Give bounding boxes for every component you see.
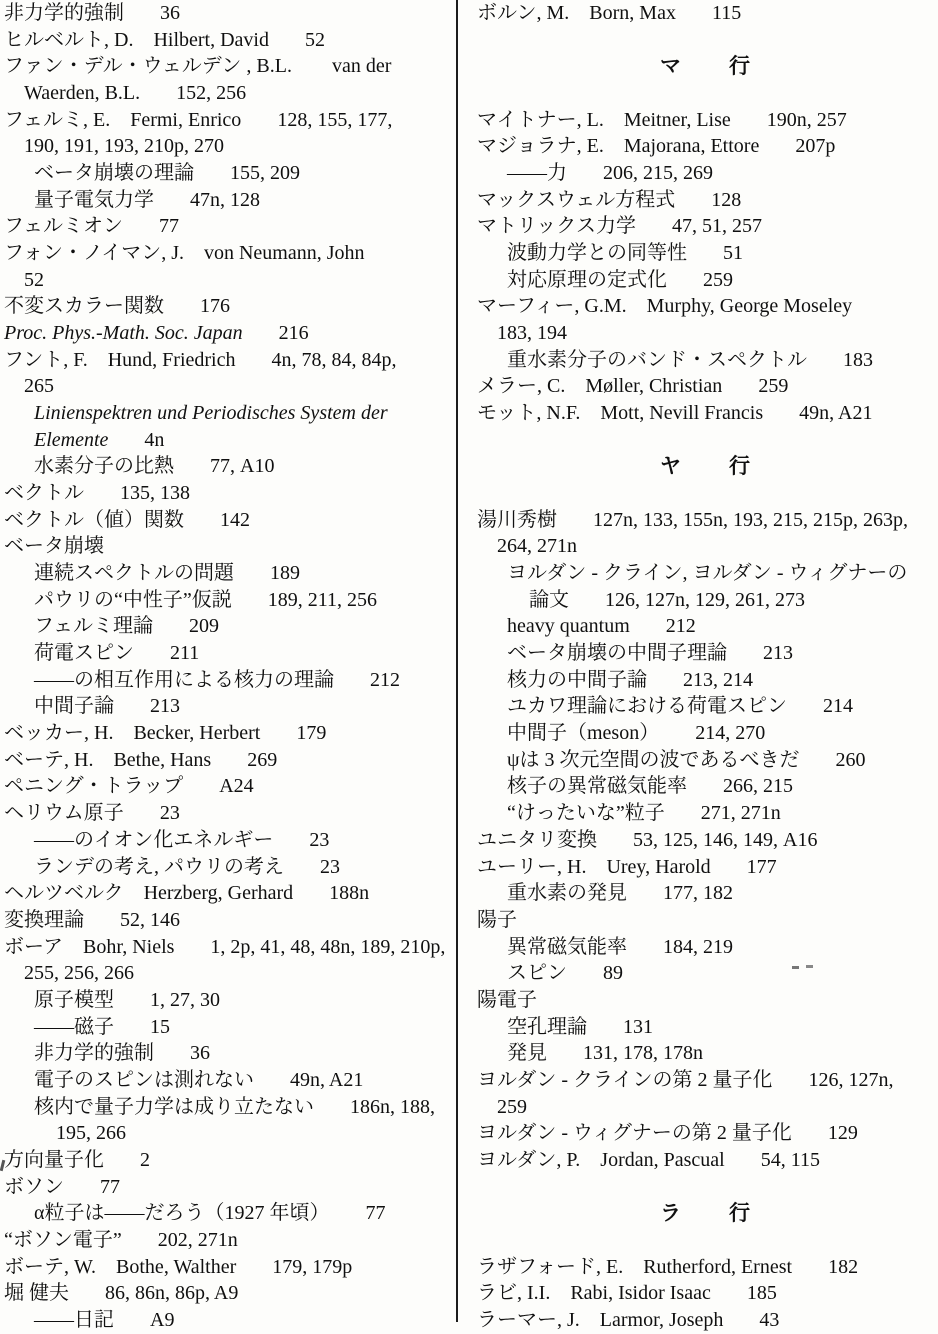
entry-pages: 190n, 257 xyxy=(766,108,847,131)
index-entry-line xyxy=(4,320,454,347)
entry-text: ユーリー, H. Urey, Harold xyxy=(477,855,711,878)
index-entry-line xyxy=(4,27,454,54)
entry-text: ——磁子 xyxy=(34,1015,114,1038)
index-entry-line xyxy=(4,1094,454,1121)
entry-text: ヘルツベルク Herzberg, Gerhard xyxy=(4,882,294,905)
index-entry-line xyxy=(4,0,454,27)
index-entry-line xyxy=(4,987,454,1014)
entry-text: 堀 健夫 xyxy=(4,1282,69,1305)
index-entry-line xyxy=(4,1280,454,1307)
entry-pages: 126, 127n, xyxy=(808,1068,894,1091)
index-entry-line xyxy=(4,507,454,534)
entry-text: 変換理論 xyxy=(4,908,84,931)
entry-text: 波動力学との同等性 xyxy=(507,242,687,265)
entry-text: 265 xyxy=(24,375,54,398)
index-entry-line xyxy=(4,1254,454,1281)
index-entry-line xyxy=(4,1014,454,1041)
index-entry-line xyxy=(477,1094,935,1121)
index-entry-line xyxy=(477,320,935,347)
entry-text: メラー, C. Møller, Christian xyxy=(477,375,723,398)
index-entry-line xyxy=(477,213,935,240)
index-entry-line xyxy=(477,640,935,667)
entry-pages: 49n, A21 xyxy=(799,402,873,425)
entry-text: 255, 256, 266 xyxy=(24,962,134,985)
entry-pages: 128 xyxy=(711,188,742,211)
entry-pages: A24 xyxy=(219,775,254,798)
entry-text: フェルミ理論 xyxy=(34,615,153,638)
entry-text: 核内で量子力学は成り立たない xyxy=(34,1095,314,1118)
entry-text: α粒子は——だろう（1927 年頃） xyxy=(34,1202,330,1225)
section-heading: マ 行 xyxy=(660,54,752,79)
entry-text: ψは 3 次元空間の波であるべきだ xyxy=(507,748,800,771)
entry-pages: 213 xyxy=(763,642,793,665)
entry-text: 量子電気力学 xyxy=(34,188,154,211)
index-entry-line xyxy=(4,934,454,961)
entry-text: Linienspektren und Periodisches System der xyxy=(34,402,388,425)
entry-pages: 51 xyxy=(723,242,743,265)
entry-pages: 2 xyxy=(140,1148,150,1171)
entry-pages: 23 xyxy=(309,828,330,851)
entry-text: 259 xyxy=(497,1095,527,1118)
index-entry-line xyxy=(477,667,935,694)
entry-text: 195, 266 xyxy=(56,1122,126,1145)
entry-pages: 127n, 133, 155n, 193, 215, 215p, 263p, xyxy=(593,508,908,531)
entry-pages: 188n xyxy=(329,882,370,905)
index-entry-line xyxy=(4,773,454,800)
entry-text: heavy quantum xyxy=(507,615,630,638)
entry-text: 原子模型 xyxy=(34,988,114,1011)
index-entry-line xyxy=(477,827,935,854)
entry-text: 異常磁気能率 xyxy=(507,935,627,958)
entry-pages: 189 xyxy=(270,562,300,585)
entry-text: ベクトル（値）関数 xyxy=(4,508,184,531)
entry-text: ヨルダン - クラインの第 2 量子化 xyxy=(477,1068,773,1091)
entry-pages: 54, 115 xyxy=(760,1148,820,1171)
index-column-right xyxy=(477,0,935,1334)
entry-text: “ボソン電子” xyxy=(4,1228,122,1251)
index-entry-line xyxy=(4,240,454,267)
entry-pages: 214, 270 xyxy=(695,722,766,745)
entry-text: マトリックス力学 xyxy=(477,215,636,238)
index-entry-line xyxy=(477,507,935,534)
entry-text: 中間子（meson） xyxy=(507,722,660,745)
entry-pages: 212 xyxy=(370,668,400,691)
entry-pages: 155, 209 xyxy=(230,162,300,185)
entry-text: フェルミ, E. Fermi, Enrico xyxy=(4,108,242,131)
entry-pages: 36 xyxy=(160,2,180,24)
index-entry-line xyxy=(4,293,454,320)
entry-pages: 77 xyxy=(365,1202,386,1225)
entry-text: 空孔理論 xyxy=(507,1015,587,1038)
entry-pages: 185 xyxy=(746,1282,777,1305)
entry-text: Proc. Phys.-Math. Soc. Japan xyxy=(4,322,243,345)
index-entry-line xyxy=(477,1120,935,1147)
index-entry-line xyxy=(477,773,935,800)
index-entry-line xyxy=(4,107,454,134)
entry-text: ——日記 xyxy=(34,1308,114,1331)
entry-text: ボルン, M. Born, Max xyxy=(477,2,676,24)
entry-text: ベータ崩壊 xyxy=(4,535,104,558)
index-entry-line xyxy=(477,907,935,934)
entry-pages: 129 xyxy=(827,1122,858,1145)
index-entry-line xyxy=(4,533,454,560)
entry-pages: 36 xyxy=(190,1042,210,1065)
entry-text: マイトナー, L. Meitner, Lise xyxy=(477,108,731,131)
index-entry-line xyxy=(4,880,454,907)
index-entry-line xyxy=(477,1040,935,1067)
entry-pages: 131, 178, 178n xyxy=(583,1042,703,1065)
entry-pages: 47, 51, 257 xyxy=(672,215,762,238)
entry-pages: A9 xyxy=(150,1308,175,1331)
index-entry-line xyxy=(4,1174,454,1201)
index-entry-line xyxy=(4,373,454,400)
index-entry-line xyxy=(477,720,935,747)
entry-text: 中間子論 xyxy=(34,695,114,718)
entry-text: フント, F. Hund, Friedrich xyxy=(4,348,236,371)
entry-pages: 1, 27, 30 xyxy=(150,988,220,1011)
index-entry-line xyxy=(477,133,935,160)
entry-text: ファン・デル・ウェルデン , B.L. van der xyxy=(4,55,392,78)
entry-pages: 213, 214 xyxy=(683,668,753,691)
entry-text: Elemente xyxy=(34,428,109,451)
entry-pages: 212 xyxy=(665,615,696,638)
index-entry-line xyxy=(4,1227,454,1254)
entry-text: マジョラナ, E. Majorana, Ettore xyxy=(477,135,760,158)
section-heading: ヤ 行 xyxy=(660,454,752,479)
index-entry-line xyxy=(4,53,454,80)
entry-pages: 179 xyxy=(296,722,327,745)
entry-pages: 211 xyxy=(170,642,200,665)
index-entry-line xyxy=(4,347,454,374)
index-entry-line xyxy=(4,160,454,187)
entry-pages: 216 xyxy=(278,322,309,345)
index-entry-line xyxy=(4,400,454,427)
entry-pages: 23 xyxy=(159,802,180,825)
entry-text: 190, 191, 193, 210p, 270 xyxy=(24,135,224,158)
index-entry-line xyxy=(477,1067,935,1094)
entry-pages: 214 xyxy=(823,695,853,718)
index-entry-line xyxy=(4,213,454,240)
index-entry-line xyxy=(477,1307,935,1334)
entry-pages: 271, 271n xyxy=(700,802,781,825)
entry-text: モット, N.F. Mott, Nevill Francis xyxy=(477,402,764,425)
index-entry-line xyxy=(477,267,935,294)
entry-text: ベーテ, H. Bethe, Hans xyxy=(4,748,212,771)
entry-text: ユカワ理論における荷電スピン xyxy=(507,695,787,718)
index-entry-line xyxy=(4,1147,454,1174)
index-entry-line xyxy=(477,1254,935,1281)
entry-pages: 202, 271n xyxy=(157,1228,238,1251)
index-entry-line xyxy=(477,854,935,881)
index-entry-line xyxy=(477,1147,935,1174)
index-entry-line xyxy=(4,854,454,881)
entry-pages: 86, 86n, 86p, A9 xyxy=(105,1282,239,1305)
index-entry-line xyxy=(4,693,454,720)
entry-pages: 89 xyxy=(603,962,623,985)
entry-pages: 176 xyxy=(200,295,230,318)
entry-text: 核力の中間子論 xyxy=(507,668,647,691)
index-entry-line xyxy=(4,587,454,614)
entry-pages: 52 xyxy=(304,28,325,51)
entry-text: 陽子 xyxy=(477,908,517,931)
entry-pages: 213 xyxy=(150,695,180,718)
entry-pages: 183 xyxy=(843,348,873,371)
entry-text: ボソン xyxy=(4,1175,64,1198)
index-entry-line xyxy=(477,560,935,587)
entry-text: 核子の異常磁気能率 xyxy=(507,775,687,798)
index-entry-line xyxy=(4,453,454,480)
scan-artifact-dots xyxy=(792,966,799,969)
entry-pages: 269 xyxy=(247,748,278,771)
entry-pages: 126, 127n, 129, 261, 273 xyxy=(605,588,805,611)
entry-text: 陽電子 xyxy=(477,988,537,1011)
entry-text: 非力学的強制 xyxy=(4,2,124,24)
index-entry-line xyxy=(4,667,454,694)
index-entry-line xyxy=(4,427,454,454)
index-entry-line xyxy=(4,560,454,587)
index-entry-line xyxy=(4,613,454,640)
entry-pages: 186n, 188, xyxy=(350,1095,435,1118)
index-entry-line xyxy=(4,1120,454,1147)
entry-pages: 207p xyxy=(795,135,836,158)
entry-pages: 179, 179p xyxy=(272,1255,353,1278)
entry-text: 方向量子化 xyxy=(4,1148,104,1171)
entry-pages: 152, 256 xyxy=(176,82,247,105)
entry-text: ヨルダン - ウィグナーの第 2 量子化 xyxy=(477,1122,792,1145)
index-entry-line xyxy=(477,187,935,214)
entry-text: “けったいな”粒子 xyxy=(507,802,665,825)
entry-pages: 53, 125, 146, 149, A16 xyxy=(633,828,818,851)
entry-text: ラーマー, J. Larmor, Joseph xyxy=(477,1308,724,1331)
index-entry-line xyxy=(4,640,454,667)
entry-pages: 131 xyxy=(623,1015,653,1038)
entry-text: 183, 194 xyxy=(497,322,567,345)
entry-pages: 142 xyxy=(220,508,250,531)
index-entry-line xyxy=(4,907,454,934)
entry-text: パウリの“中性子”仮説 xyxy=(34,588,232,611)
index-entry-line xyxy=(477,880,935,907)
index-entry-line xyxy=(4,1200,454,1227)
entry-pages: 23 xyxy=(320,855,340,878)
entry-pages: 266, 215 xyxy=(723,775,793,798)
entry-pages: 15 xyxy=(150,1015,170,1038)
entry-pages: 77 xyxy=(159,215,179,238)
index-entry-line xyxy=(4,800,454,827)
entry-pages: 177, 182 xyxy=(663,882,733,905)
entry-text: 52 xyxy=(24,268,44,291)
entry-text: ヘリウム原子 xyxy=(4,802,124,825)
entry-pages: 4n xyxy=(144,428,165,451)
index-entry-line xyxy=(477,400,935,427)
entry-text: ——の相互作用による核力の理論 xyxy=(34,668,334,691)
entry-pages: 206, 215, 269 xyxy=(603,162,713,185)
entry-pages: 115 xyxy=(711,2,742,24)
entry-pages: 259 xyxy=(758,375,789,398)
entry-text: ランデの考え, パウリの考え xyxy=(34,855,284,878)
index-entry-line xyxy=(477,987,935,1014)
entry-text: 連続スペクトルの問題 xyxy=(34,562,234,585)
index-entry-line xyxy=(477,587,935,614)
entry-text: 対応原理の定式化 xyxy=(507,268,667,291)
entry-text: ベッカー, H. Becker, Herbert xyxy=(4,722,261,745)
index-column-left xyxy=(4,0,454,1334)
entry-text: ベータ崩壊の中間子理論 xyxy=(507,642,727,665)
entry-pages: 49n, A21 xyxy=(290,1068,364,1091)
index-entry-line xyxy=(4,1307,454,1334)
entry-text: ヒルベルト, D. Hilbert, David xyxy=(4,28,269,51)
entry-text: ラビ, I.I. Rabi, Isidor Isaac xyxy=(477,1282,711,1305)
entry-pages: 77 xyxy=(100,1175,120,1198)
entry-text: フェルミオン xyxy=(4,215,123,238)
entry-text: マーフィー, G.M. Murphy, George Moseley xyxy=(477,295,853,318)
entry-text: Waerden, B.L. xyxy=(24,82,141,105)
entry-text: 電子のスピンは測れない xyxy=(34,1068,254,1091)
entry-text: ベクトル xyxy=(4,482,84,505)
column-divider-line xyxy=(456,0,458,1322)
entry-pages: 52, 146 xyxy=(120,908,180,931)
index-entry-line xyxy=(477,293,935,320)
index-entry-line xyxy=(4,133,454,160)
entry-text: ユニタリ変換 xyxy=(477,828,597,851)
entry-pages: 4n, 78, 84, 84p, xyxy=(271,348,397,371)
entry-text: フォン・ノイマン, J. von Neumann, John xyxy=(4,242,365,265)
entry-text: 非力学的強制 xyxy=(34,1042,154,1065)
entry-text: マックスウェル方程式 xyxy=(477,188,676,211)
entry-text: 重水素の発見 xyxy=(507,882,627,905)
index-entry-line xyxy=(477,347,935,374)
entry-pages: 128, 155, 177, xyxy=(277,108,393,131)
entry-text: 荷電スピン xyxy=(34,642,134,665)
index-entry-line xyxy=(477,1280,935,1307)
index-entry-line xyxy=(477,747,935,774)
index-entry-line xyxy=(477,613,935,640)
index-entry-line xyxy=(4,827,454,854)
index-entry-line xyxy=(4,187,454,214)
entry-pages: 259 xyxy=(703,268,733,291)
entry-text: ボーテ, W. Bothe, Walther xyxy=(4,1255,237,1278)
entry-pages: 77, A10 xyxy=(210,455,275,478)
entry-text: 264, 271n xyxy=(497,535,577,558)
index-entry-line xyxy=(477,800,935,827)
entry-text: ——のイオン化エネルギー xyxy=(34,828,274,851)
index-entry-line xyxy=(477,693,935,720)
section-heading: ラ 行 xyxy=(660,1201,752,1226)
entry-pages: 184, 219 xyxy=(663,935,733,958)
index-entry-line xyxy=(4,267,454,294)
index-entry-line xyxy=(477,1014,935,1041)
entry-pages: 47n, 128 xyxy=(190,188,260,211)
entry-pages: 177 xyxy=(746,855,777,878)
index-entry-line xyxy=(4,480,454,507)
entry-text: 論文 xyxy=(529,588,569,611)
index-entry-line xyxy=(477,0,935,27)
index-entry-line xyxy=(477,240,935,267)
index-entry-line xyxy=(477,960,935,987)
entry-text: 不変スカラー関数 xyxy=(4,295,164,318)
entry-pages: 209 xyxy=(189,615,219,638)
entry-text: ボーア Bohr, Niels xyxy=(4,935,175,958)
index-entry-line xyxy=(477,160,935,187)
entry-text: 水素分子の比熱 xyxy=(34,455,174,478)
entry-pages: 189, 211, 256 xyxy=(267,588,378,611)
entry-text: ヨルダン - クライン, ヨルダン - ウィグナーの xyxy=(507,562,908,585)
entry-text: ヨルダン, P. Jordan, Pascual xyxy=(477,1148,725,1171)
entry-text: ペニング・トラップ xyxy=(4,775,184,798)
entry-pages: 1, 2p, 41, 48, 48n, 189, 210p, xyxy=(210,935,446,958)
entry-text: 湯川秀樹 xyxy=(477,508,557,531)
entry-pages: 260 xyxy=(835,748,866,771)
entry-text: ——力 xyxy=(507,162,567,185)
entry-pages: 135, 138 xyxy=(120,482,190,505)
entry-pages: 182 xyxy=(828,1255,859,1278)
index-entry-line xyxy=(477,373,935,400)
entry-text: スピン xyxy=(507,962,567,985)
index-entry-line xyxy=(477,934,935,961)
index-entry-line xyxy=(4,1067,454,1094)
entry-text: ラザフォード, E. Rutherford, Ernest xyxy=(477,1255,793,1278)
entry-text: 重水素分子のバンド・スペクトル xyxy=(507,348,807,371)
entry-text: 発見 xyxy=(507,1042,547,1065)
index-entry-line xyxy=(477,533,935,560)
entry-text: ベータ崩壊の理論 xyxy=(34,162,194,185)
index-entry-line xyxy=(477,107,935,134)
index-entry-line xyxy=(4,960,454,987)
entry-pages: 43 xyxy=(759,1308,780,1331)
index-entry-line xyxy=(4,720,454,747)
index-entry-line xyxy=(4,80,454,107)
index-entry-line xyxy=(4,1040,454,1067)
index-entry-line xyxy=(4,747,454,774)
